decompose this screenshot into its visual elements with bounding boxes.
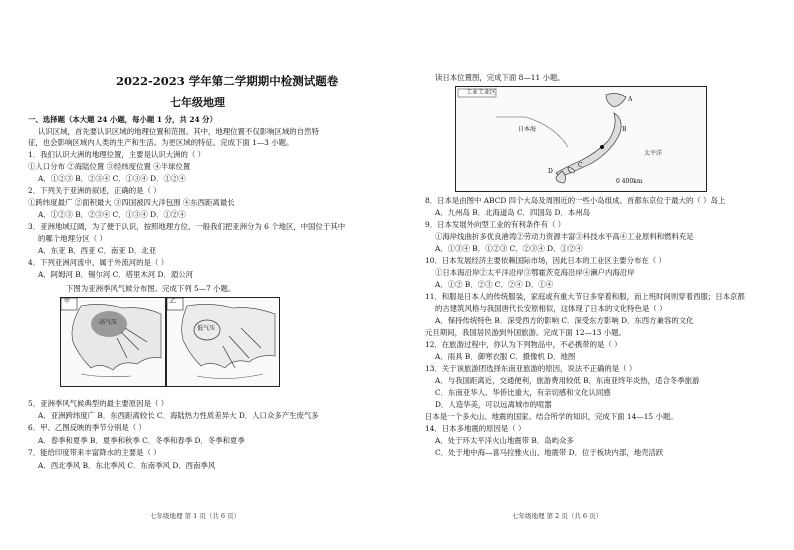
q13-option-a: A．与我国距离近，交通便利，旅游费用较低 B．东南亚终年炎热，适合冬季旅游 — [435, 376, 700, 385]
page-2 — [397, 0, 794, 550]
q11-stem: 11．和服是日本人的传统服装，家庭或有重大节日多穿着和服，而上班时间则穿着西服；日本京都 — [425, 292, 745, 301]
q14-options-cd: C．处于地中海—喜马拉雅火山、地震带 D．位于板块内部，地壳活跃 — [435, 448, 664, 457]
map-jia-drawing — [61, 298, 165, 386]
map-label-high: 高气压 — [99, 319, 118, 326]
q13-option-d: D．人造华美，可以远离城市的喧嚣 — [435, 400, 552, 409]
q1-stem: 1．我们认识大洲的地理位置，主要是认识大洲的（ ） — [28, 150, 206, 159]
q13-stem: 13．关于该旅游团选择东南亚旅游的原因，说法不正确的是（ ） — [425, 364, 637, 373]
q7-options: A．西北季风 B．东北季风 C．东南季风 D．西南季风 — [38, 461, 216, 470]
japan-map — [455, 86, 707, 192]
map-caption: 下图为亚洲季风气候分布图。完成下列 5—7 小题。 — [66, 284, 236, 293]
monsoon-map-yi — [166, 297, 280, 387]
q8-stem: 8．日本是由图中 ABCD 四个大岛及周围近的一些小岛组成。首都东京位于最大的（ ）岛上 — [425, 196, 726, 205]
q3-line2: 的哪个地理分区（ ） — [38, 234, 107, 243]
q12-13-intro: 元旦期间，我国居民游到外国旅游。完成下面 12—13 小题。 — [425, 328, 626, 337]
page-footer: 七年级地理 第 1 页（共 6 页） — [150, 512, 241, 520]
q2-options: A．①②③ B．②③④ C．①③④ D．①②④ — [38, 210, 186, 219]
map-legend: 工业工业区 — [466, 89, 497, 96]
monsoon-map-jia — [60, 297, 166, 387]
q3-options: A．东亚 B．西亚 C．南亚 D．北亚 — [38, 246, 157, 255]
q3-stem: 3．亚洲地域辽阔，为了便于认识，按照地理方位，一般我们把亚洲分为 6 个地区，中国位于其中 — [28, 222, 346, 231]
q4-options: A．阿姆河 B．锡尔河 C．塔里木河 D．湄公河 — [38, 270, 194, 279]
map-label-d: D — [548, 168, 553, 175]
q10-stem: 10．日本发展经济主要依赖国际市场，因此日本的工业区主要分布在（ ） — [425, 256, 666, 265]
japan-map-drawing — [456, 87, 706, 191]
exam-title: 2022-2023 学年第二学期期中检测试题卷 — [116, 74, 339, 88]
q7-stem: 7．能给印度带来丰富降水的主要是（ ） — [28, 448, 161, 457]
page-footer: 七年级地理 第 2 页（共 6 页） — [512, 512, 603, 520]
q12-options: A．雨具 B．御寒衣服 C．摄像机 D．地图 — [435, 352, 576, 361]
q1-items: ①人口分布 ②海陆位置 ③经纬度位置 ④半球位置 — [28, 162, 191, 171]
q9-items: ①海岸线曲折多优良港湾②劳动力资源丰富③科技水平高④工业原料和燃料充足 — [435, 232, 694, 241]
q14-stem: 14．日本多地震的原因是（ ） — [425, 424, 526, 433]
q5-options: A．亚洲跨纬度广 B．东西距离较长 C．海陆热力性质差异大 D．人口众多产生废气多 — [38, 411, 319, 420]
q4-stem: 4．下列亚洲河流中，属于外流河的是（ ） — [28, 258, 169, 267]
q5-stem: 5．亚洲季风气候典型的最主要原因是（ ） — [28, 399, 169, 408]
section-heading: 一、选择题（本大题 24 小题，每小题 1 分，共 24 分） — [28, 115, 217, 124]
q2-stem: 2．下列关于亚洲的叙述，正确的是（ ） — [28, 186, 161, 195]
map-label-a: A — [628, 96, 633, 103]
exam-subtitle: 七年级地理 — [170, 96, 225, 109]
q6-options: A．春季和夏季 B．夏季和秋季 C．冬季和春季 D．冬季和夏季 — [38, 436, 245, 445]
q8-options: A．九州岛 B．北海道岛 C．四国岛 D．本州岛 — [435, 208, 591, 217]
intro-line-2: 征，也会影响区域内人类的生产和生活。为更区域的特征。完成下面 1—3 小题。 — [28, 138, 294, 147]
q1-options: A．①②③ B．②③④ C．①③④ D．①②④ — [38, 174, 186, 183]
q14-15-intro: 日本是一个多火山、地震的国家。结合所学的知识，完成下面 14—15 小题。 — [425, 412, 678, 421]
q11-line2: 的古建筑风格与我国唐代长安原相似，这体现了日本的文化特色是（ ） — [435, 304, 667, 313]
map-label-low: 低气压 — [197, 325, 216, 332]
q12-stem: 12．在旅游过程中，你认为下列物品中，不必携带的是（ ） — [425, 340, 622, 349]
q11-options: A．保持传统特色 B．深受西方的影响 C．深受东方影响 D．东西方兼容的文化 — [435, 316, 694, 325]
map-label-jia: 甲 — [64, 298, 71, 305]
q14-options-ab: A．处于环太平洋火山地震带 B．岛屿众多 — [435, 436, 574, 445]
map-sea-japan: 日本海 — [518, 126, 537, 133]
intro-line-1: 认识区域，首先要认识区域的地理位置和范围。其中，地理位置不仅影响区域的自然特 — [38, 127, 319, 136]
q2-items: ①跨纬度最广 ②面积最大 ③四国被四大洋包围 ④东西距离最长 — [28, 198, 235, 207]
map-label-yi: 乙 — [170, 298, 177, 305]
q13-option-c: C．东南亚华人、华侨比重大，有亲切感和文化认同感 — [435, 388, 611, 397]
map-scale: 0 400km — [616, 178, 643, 185]
map-label-b: B — [622, 126, 627, 133]
q10-options: A．①② B．②③ C．②④ D．①④ — [435, 280, 554, 289]
q6-stem: 6．甲、乙图反映的季节分别是（ ） — [28, 423, 146, 432]
q9-stem: 9．日本发展外向型工业的有利条件有（ ） — [425, 220, 566, 229]
q9-options: A．①③④ B．①②③ C．②③④ D．①②④ — [435, 244, 583, 253]
map-intro: 读日本位置图，完成下面 8—11 小题。 — [435, 73, 565, 82]
q10-items: ①日本海沿岸②太平洋沿岸③鄂霍茨克海沿岸④濑户内海沿岸 — [435, 268, 635, 277]
map-yi-drawing — [167, 298, 279, 386]
map-pacific: 太平洋 — [644, 150, 663, 157]
map-label-c: C — [578, 162, 583, 169]
